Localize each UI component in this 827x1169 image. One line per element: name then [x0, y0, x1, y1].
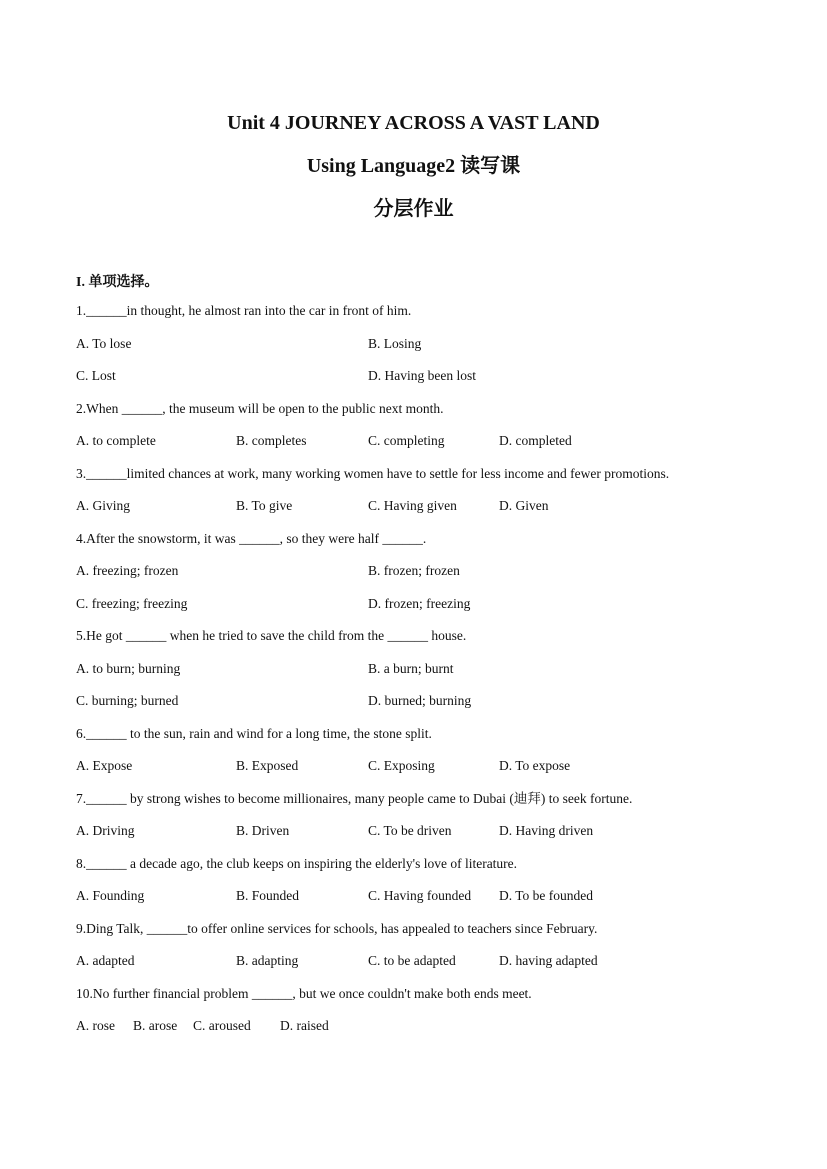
option-a: A. Expose	[76, 758, 133, 773]
option-a: A. freezing; frozen	[76, 563, 179, 578]
option-c: C. freezing; freezing	[76, 596, 188, 611]
option-b: B. frozen; frozen	[368, 563, 460, 578]
question-stem: 9.Ding Talk, ______to offer online services for schools, has appealed to teachers since February.	[76, 921, 598, 936]
lesson-title: Using Language2 读写课	[306, 155, 521, 177]
question-stem: 7.______ by strong wishes to become millionaires, many people came to Dubai (迪拜) to seek fortune.	[76, 791, 633, 806]
option-c: C. Exposing	[368, 758, 435, 773]
question-stem: 5.He got ______ when he tried to save the child from the ______ house.	[76, 628, 467, 643]
question-stem: 8.______ a decade ago, the club keeps on inspiring the elderly's love of literature.	[76, 856, 518, 871]
option-c: C. completing	[368, 433, 445, 448]
option-a: A. Driving	[76, 823, 135, 838]
option-c: C. aroused	[193, 1018, 251, 1033]
option-c: C. Having given	[368, 498, 457, 513]
option-d: D. raised	[280, 1018, 329, 1033]
option-d: D. Given	[499, 498, 549, 513]
question-stem: 1.______in thought, he almost ran into the car in front of him.	[76, 303, 412, 318]
option-a: A. adapted	[76, 953, 135, 968]
option-b: B. Losing	[368, 336, 422, 351]
option-a: A. rose	[76, 1018, 115, 1033]
option-c: C. to be adapted	[368, 953, 456, 968]
option-c: C. To be driven	[368, 823, 452, 838]
option-b: B. adapting	[236, 953, 299, 968]
option-b: B. arose	[133, 1018, 178, 1033]
option-d: D. To be founded	[499, 888, 594, 903]
question-stem: 2.When ______, the museum will be open to the public next month.	[76, 401, 444, 416]
question-stem: 3.______limited chances at work, many working women have to settle for less income and fewer promotions.	[76, 466, 670, 481]
question-stem: 4.After the snowstorm, it was ______, so they were half ______.	[76, 531, 427, 546]
option-a: A. to complete	[76, 433, 156, 448]
option-a: A. to burn; burning	[76, 661, 181, 676]
option-b: B. Founded	[236, 888, 300, 903]
option-b: B. Driven	[236, 823, 290, 838]
option-a: A. To lose	[76, 336, 132, 351]
option-d: D. Having driven	[499, 823, 594, 838]
unit-title: Unit 4 JOURNEY ACROSS A VAST LAND	[227, 112, 600, 134]
question-stem: 6.______ to the sun, rain and wind for a long time, the stone split.	[76, 726, 432, 741]
question-stem: 10.No further financial problem ______, but we once couldn't make both ends meet.	[76, 986, 532, 1001]
option-a: A. Giving	[76, 498, 130, 513]
option-c: C. Lost	[76, 368, 116, 383]
section-heading: I. 单项选择。	[76, 275, 159, 290]
option-c: C. Having founded	[368, 888, 472, 903]
option-d: D. burned; burning	[368, 693, 472, 708]
option-c: C. burning; burned	[76, 693, 179, 708]
option-b: B. completes	[236, 433, 307, 448]
option-d: D. having adapted	[499, 953, 598, 968]
option-b: B. Exposed	[236, 758, 299, 773]
option-d: D. Having been lost	[368, 368, 476, 383]
option-b: B. a burn; burnt	[368, 661, 454, 676]
option-d: D. frozen; freezing	[368, 596, 471, 611]
option-d: D. To expose	[499, 758, 571, 773]
option-d: D. completed	[499, 433, 572, 448]
assignment-title: 分层作业	[373, 198, 454, 220]
option-a: A. Founding	[76, 888, 145, 903]
option-b: B. To give	[236, 498, 293, 513]
